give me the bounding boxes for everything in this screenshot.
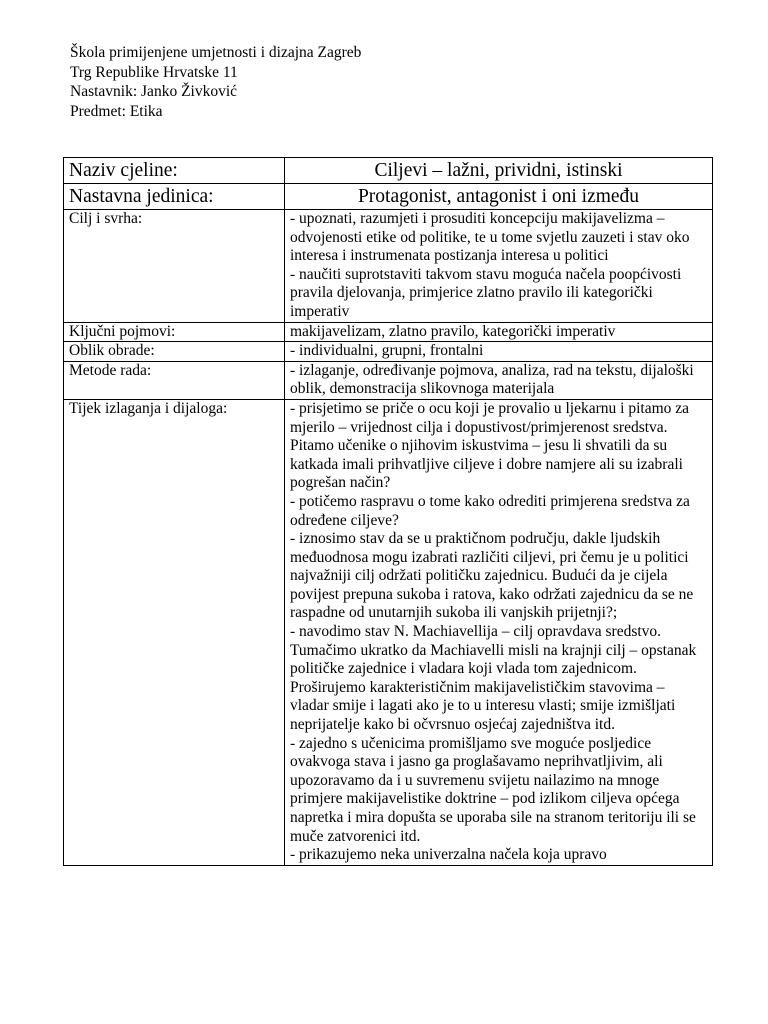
value-paragraph: Protagonist, antagonist i oni između	[357, 186, 640, 207]
value-paragraph: - zajedno s učenicima promišljamo sve moguće posljedice ovakvoga stava i jasno ga proglašavamo neprihvatljivim, ali upozoravamo da i u suvremenu svijetu nailazimo na mnoge primjere makijavelistike doktrine – pod izlikom ciljeva općega napretka i mira dopušta se uporaba sile na stranom teritoriju ili se muče zatvorenici itd.	[290, 734, 696, 845]
row-value	[285, 361, 713, 399]
value-paragraph: makijavelizam, zlatno pravilo, kategorički imperativ	[290, 322, 616, 340]
row-lesson-flow	[64, 399, 713, 865]
row-lesson-title	[64, 184, 713, 210]
school-name: Škola primijenjene umjetnosti i dizajna Zagreb	[70, 44, 362, 61]
row-label: Metode rada:	[64, 361, 285, 399]
document-header	[70, 43, 361, 121]
value-paragraph: - iznosimo stav da se u praktičnom području, dakle ljudskih međuodnosa mogu izabrati različiti ciljevi, pri čemu je u politici najvažniji cilj održati političku zajednicu. Budući da je cijela povijest prepuna sukoba i ratova, kako održati zajednicu da se ne raspadne od unutarnjih sukoba ili vanjskih prijetnji?;	[290, 530, 694, 622]
row-key-concepts	[64, 322, 713, 342]
row-value	[285, 158, 713, 184]
row-value	[285, 342, 713, 362]
value-paragraph: - potičemo raspravu o tome kako odrediti primjerena sredstva za određene ciljeve?	[290, 492, 690, 529]
row-value	[285, 184, 713, 210]
row-label: Nastavna jedinica:	[64, 184, 285, 210]
teacher-line: Nastavnik: Janko Živković	[70, 83, 238, 100]
row-form	[64, 342, 713, 362]
value-paragraph: Ciljevi – lažni, prividni, istinski	[374, 160, 623, 181]
row-label: Tijek izlaganja i dijaloga:	[64, 399, 285, 865]
value-paragraph: - upoznati, razumjeti i prosuditi koncepciju makijavelizma – odvojenosti etike od politike, te u tome svjetlu zauzeti i stav oko interesa i instrumenata postizanja interesa u politici	[290, 210, 690, 265]
row-value	[285, 210, 713, 323]
row-label: Naziv cjeline:	[64, 158, 285, 184]
value-paragraph: - prisjetimo se priče o ocu koji je provalio u ljekarnu i pitamo za mjerilo – vrijednost cilja i dopustivost/primjerenost sredstva. Pitamo učenike o njihovim iskustvima – jesu li shvatili da su katkada imali prihvatljive ciljeve i dobre namjere ali su izabrali pogrešan način?	[290, 399, 690, 492]
lesson-plan-table	[63, 157, 713, 866]
row-label: Oblik obrade:	[64, 342, 285, 362]
value-paragraph: - prikazujemo neka univerzalna načela koja upravo	[290, 846, 607, 864]
school-address: Trg Republike Hrvatske 11	[70, 63, 238, 81]
value-paragraph: - navodimo stav N. Machiavellija – cilj opravdava sredstvo. Tumačimo ukratko da Machiavelli misli na krajnji cilj – opstanak političke zajednice i vladara koji vlada tom zajednicom. Proširujemo karakterističnim makijavelističkim stavovima – vladar smije i lagati ako je to u interesu vlasti; smije izmišljati neprijatelje kako bi očvrsnuo osjećaj zajedništva itd.	[290, 623, 697, 734]
row-value	[285, 399, 713, 865]
row-goal	[64, 210, 713, 323]
value-paragraph: - individualni, grupni, frontalni	[290, 342, 484, 360]
value-paragraph: - izlaganje, određivanje pojmova, analiza, rad na tekstu, dijaloški oblik, demonstracija slikovnoga materijala	[290, 361, 694, 398]
value-paragraph: - naučiti suprotstaviti takvom stavu moguća načela poopćivosti pravila djelovanja, primjerice zlatno pravilo ili kategorički imperativ	[290, 265, 682, 320]
row-methods	[64, 361, 713, 399]
row-label: Ključni pojmovi:	[64, 322, 285, 342]
row-value	[285, 322, 713, 342]
subject-line: Predmet: Etika	[70, 102, 163, 120]
row-label: Cilj i svrha:	[64, 210, 285, 323]
row-unit-title	[64, 158, 713, 184]
